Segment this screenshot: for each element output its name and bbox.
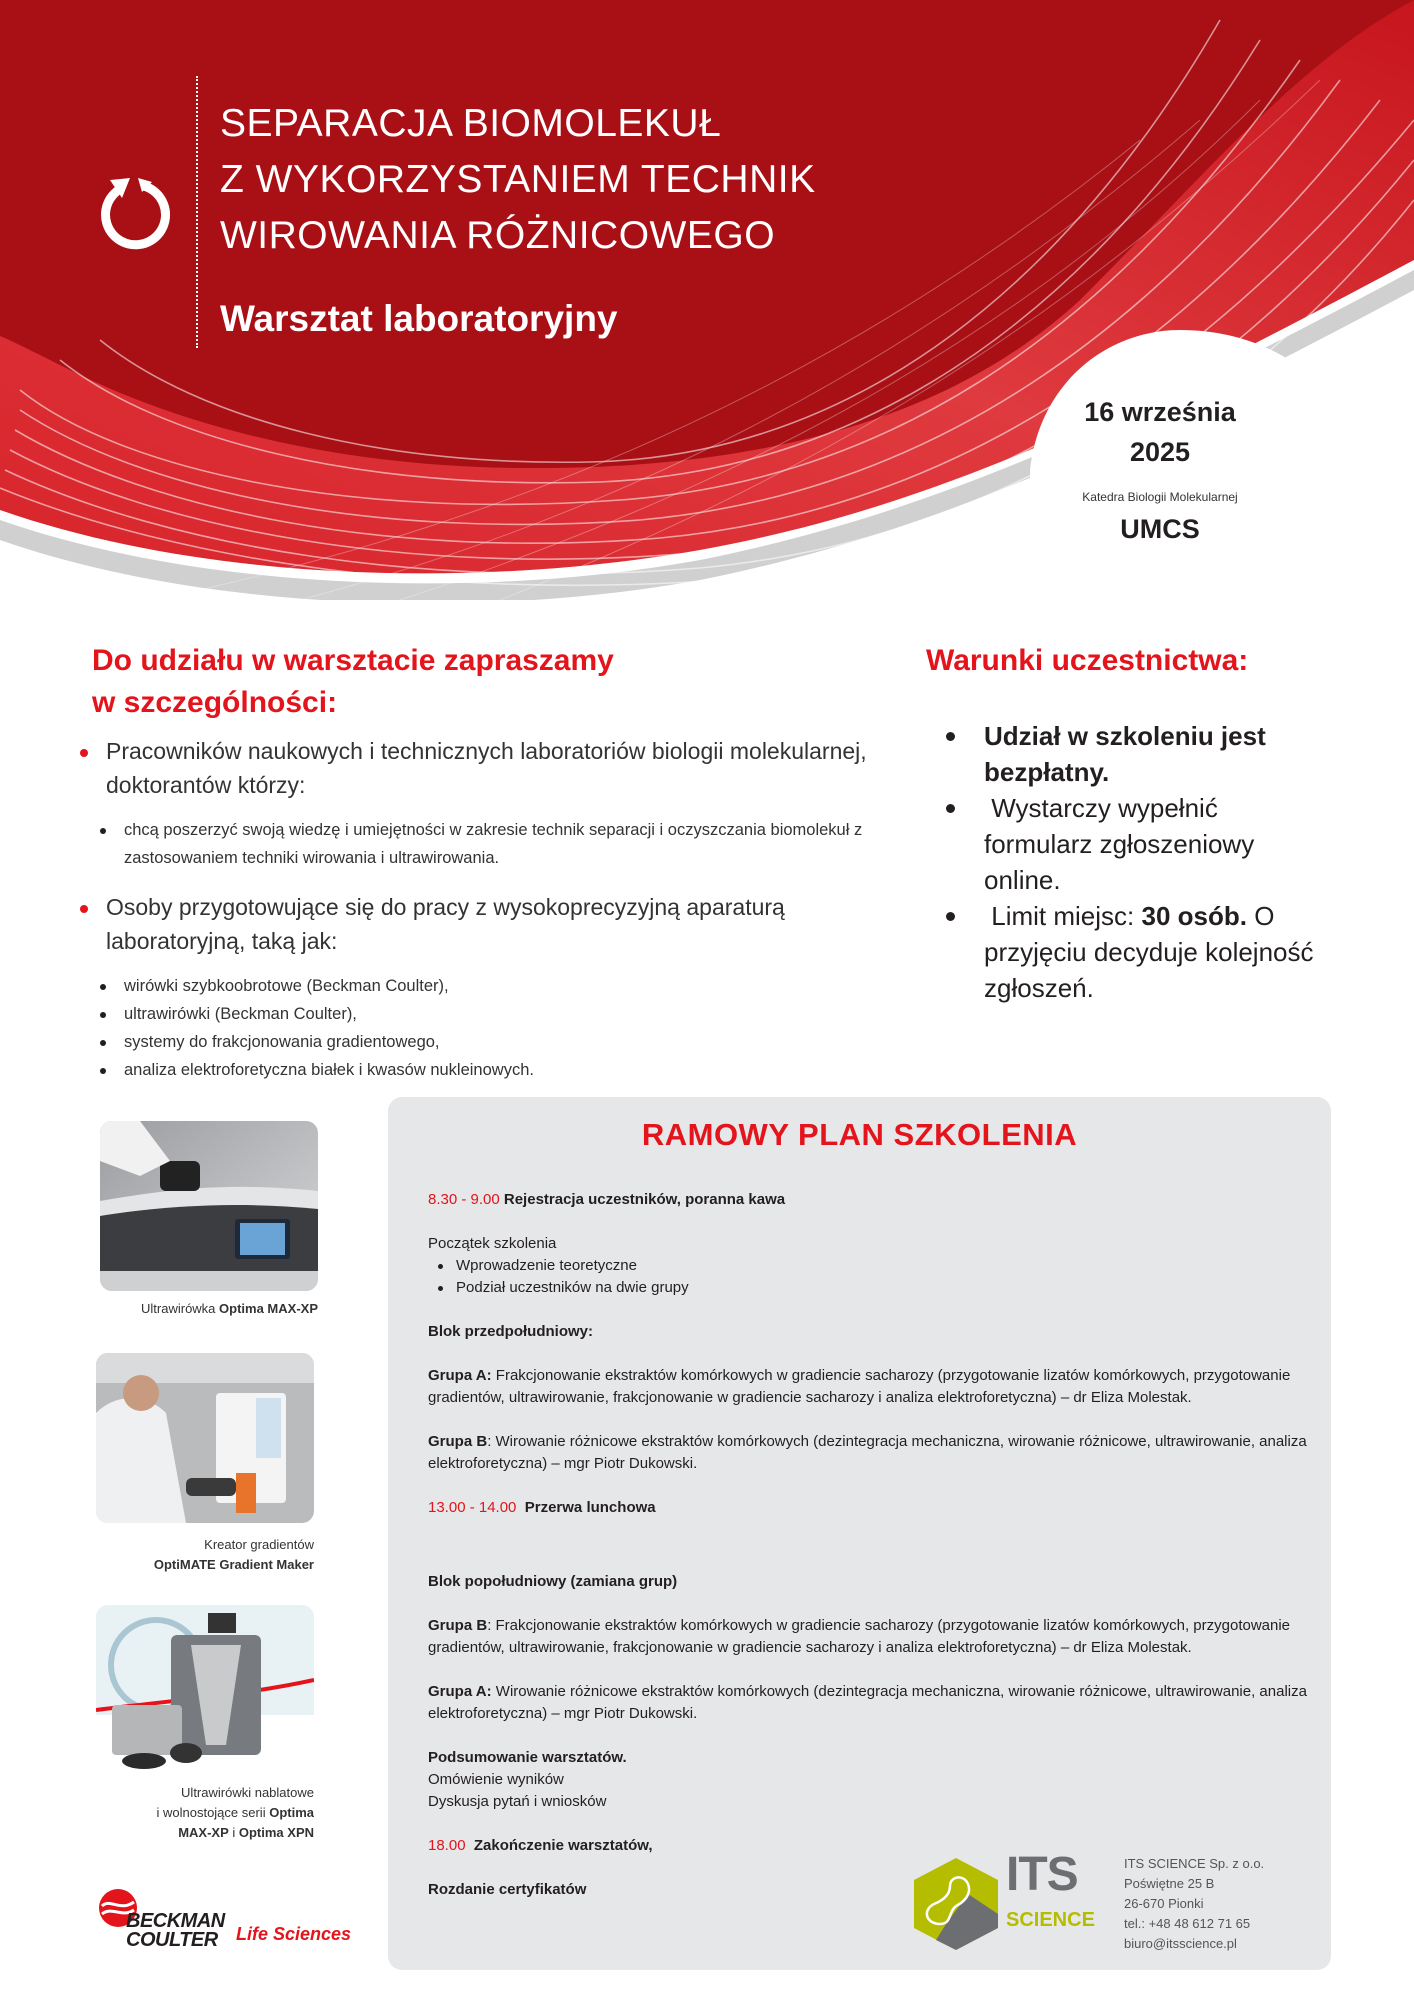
group-entry bbox=[428, 1681, 1308, 1725]
conditions-heading: Warunki uczestnictwa: bbox=[926, 644, 1249, 677]
invite-subitem bbox=[80, 1056, 880, 1084]
header-divider bbox=[196, 76, 198, 348]
invite-group-text: Osoby przygotowujące się do pracy z wysokoprecyzyjną aparaturą laboratoryjną, taką jak: bbox=[106, 894, 785, 954]
program-subitem bbox=[428, 1255, 1308, 1277]
address-line: 26-670 Pionki bbox=[1124, 1896, 1204, 1911]
program-entry bbox=[428, 1189, 1308, 1211]
bullet-icon bbox=[80, 749, 88, 757]
group-label: Grupa B bbox=[428, 1433, 488, 1450]
page-title bbox=[220, 96, 816, 264]
invite-list bbox=[80, 734, 880, 1102]
bullet-icon bbox=[946, 732, 955, 741]
caption-text: i wolnostojące serii bbox=[156, 1805, 270, 1820]
caption-product-name: Optima bbox=[269, 1805, 314, 1820]
event-year: 2025 bbox=[1129, 437, 1191, 467]
group-text: Wirowanie różnicowe ekstraktów komórkowych (dezintegracja mechaniczna, wirowanie różnicowe, ultrawirowanie, analiza elektroforetyczna) – mgr Piotr Dukowski. bbox=[428, 1683, 1307, 1722]
product-caption bbox=[60, 1535, 314, 1575]
summary-item: Dyskusja pytań i wniosków bbox=[428, 1793, 607, 1810]
program-entry bbox=[428, 1497, 1308, 1519]
entry-text: Rejestracja uczestników, poranna kawa bbox=[499, 1191, 786, 1208]
program-entry: Początek szkolenia bbox=[428, 1235, 557, 1252]
bullet-icon bbox=[438, 1286, 443, 1291]
condition-highlight: 30 osób. bbox=[1141, 901, 1247, 931]
address-line: Poświętne 25 B bbox=[1124, 1876, 1215, 1891]
bullet-icon bbox=[438, 1264, 443, 1269]
invite-subitem bbox=[80, 1028, 880, 1056]
program-title: RAMOWY PLAN SZKOLENIA bbox=[641, 1117, 1078, 1152]
invite-group-text: Pracowników naukowych i technicznych laboratoriów biologii molekularnej, doktorantów którzy: bbox=[106, 738, 867, 798]
program-content bbox=[428, 1189, 1308, 1901]
bullet-icon bbox=[80, 905, 88, 913]
time-label: 8.30 - 9.00 bbox=[428, 1191, 500, 1208]
bullet-icon bbox=[100, 828, 106, 834]
product-image-optima-xpn bbox=[96, 1605, 314, 1775]
phone: tel.: +48 48 612 71 65 bbox=[1124, 1916, 1251, 1931]
department: Katedra Biologii Molekularnej bbox=[1082, 490, 1238, 504]
program-subitem bbox=[428, 1277, 1308, 1299]
caption-product-name: MAX-XP bbox=[178, 1825, 229, 1840]
invite-subitem-text: ultrawirówki (Beckman Coulter), bbox=[124, 1005, 357, 1023]
group-label: Grupa A: bbox=[428, 1367, 492, 1384]
event-date: 16 września bbox=[1084, 397, 1236, 427]
condition-item bbox=[946, 790, 1316, 898]
company-name: ITS SCIENCE Sp. z o.o. bbox=[1124, 1856, 1265, 1871]
beckman-tagline: Life Sciences bbox=[236, 1924, 352, 1944]
its-wordmark-science: SCIENCE bbox=[1006, 1909, 1095, 1931]
invite-subitem bbox=[80, 972, 880, 1000]
institution: UMCS bbox=[1120, 514, 1200, 544]
block-title: Blok popołudniowy (zamiana grup) bbox=[428, 1573, 678, 1590]
its-contact-block bbox=[1124, 1854, 1264, 1954]
invite-sublist bbox=[80, 816, 880, 872]
invite-subitem bbox=[80, 816, 880, 872]
invite-heading-line: Do udziału w warsztacie zapraszamy bbox=[92, 644, 614, 677]
condition-text: Wystarczy wypełnić formularz zgłoszeniowy online. bbox=[984, 793, 1262, 895]
entry-text: Przerwa lunchowa bbox=[516, 1499, 656, 1516]
entry-text: Zakończenie warsztatów, bbox=[465, 1837, 653, 1854]
invite-subitem-text: systemy do frakcjonowania gradientowego, bbox=[124, 1033, 440, 1051]
group-entry bbox=[428, 1615, 1308, 1659]
program-entry: Rozdanie certyfikatów bbox=[428, 1881, 587, 1898]
bullet-icon bbox=[100, 1068, 106, 1074]
brand-line: COULTER bbox=[126, 1929, 218, 1951]
conditions-list bbox=[946, 718, 1316, 1006]
bullet-icon bbox=[100, 984, 106, 990]
summary-item: Omówienie wyników bbox=[428, 1771, 564, 1788]
product-image-optimate-gradient-maker bbox=[96, 1353, 314, 1523]
invite-subitem-text: analiza elektroforetyczna białek i kwasów nukleinowych. bbox=[124, 1061, 534, 1079]
email-link[interactable]: biuro@itsscience.pl bbox=[1124, 1936, 1237, 1951]
caption-product-name: Optima MAX-XP bbox=[219, 1301, 318, 1316]
condition-item bbox=[946, 718, 1316, 790]
caption-text: Ultrawirówka bbox=[141, 1301, 220, 1316]
event-date-box bbox=[1030, 392, 1290, 545]
bullet-icon bbox=[100, 1012, 106, 1018]
its-wordmark: ITS bbox=[1006, 1848, 1078, 1901]
time-label: 18.00 bbox=[428, 1837, 466, 1854]
brand-line: BECKMAN bbox=[126, 1910, 225, 1932]
condition-text: O przyjęciu decyduje kolejność zgłoszeń. bbox=[984, 901, 1314, 1003]
caption-text: Kreator gradientów bbox=[204, 1537, 314, 1552]
block-title: Podsumowanie warsztatów. bbox=[428, 1749, 627, 1766]
group-text: : Wirowanie różnicowe ekstraktów komórkowych (dezintegracja mechaniczna, wirowanie różnicowe, ultrawirowanie, analiza elektroforetyczna) – mgr Piotr Dukowski. bbox=[428, 1433, 1307, 1472]
group-label: Grupa A: bbox=[428, 1683, 492, 1700]
product-caption bbox=[80, 1299, 318, 1319]
caption-product-name: Optima XPN bbox=[238, 1825, 314, 1840]
condition-text: Udział w szkoleniu jest bezpłatny. bbox=[984, 721, 1266, 787]
time-label: 13.00 - 14.00 bbox=[428, 1499, 517, 1516]
product-image-optima-max-xp bbox=[100, 1121, 318, 1291]
its-science-logo-icon bbox=[906, 1854, 1006, 1954]
invite-subitem-text: wirówki szybkoobrotowe (Beckman Coulter), bbox=[124, 977, 449, 995]
group-entry bbox=[428, 1365, 1308, 1409]
caption-product-name: OptiMATE Gradient Maker bbox=[153, 1557, 314, 1572]
invite-heading-line: w szczególności: bbox=[92, 686, 338, 719]
invite-heading bbox=[92, 640, 614, 724]
title-line: Z WYKORZYSTANIEM TECHNIK bbox=[220, 158, 816, 201]
page-subtitle: Warsztat laboratoryjny bbox=[220, 298, 618, 339]
invite-sublist bbox=[80, 972, 880, 1084]
bullet-icon bbox=[100, 1040, 106, 1046]
bullet-icon bbox=[946, 912, 955, 921]
condition-text: Limit miejsc: bbox=[984, 901, 1142, 931]
group-text: Frakcjonowanie ekstraktów komórkowych w gradiencie sacharozy (przygotowanie lizatów komórkowych, przygotowanie gradientów, ultrawirowanie, frakcjonowanie w gradiencie sacharozy i analiza elektroforetyczna) – dr Eliza Molestak. bbox=[428, 1367, 1291, 1406]
program-panel bbox=[388, 1097, 1331, 1970]
group-text: : Frakcjonowanie ekstraktów komórkowych w gradiencie sacharozy (przygotowanie lizatów komórkowych, przygotowanie gradientów, ultrawirowanie, frakcjonowanie w gradiencie sacharozy i analiza elektroforetyczna) – dr Eliza Molestak. bbox=[428, 1617, 1291, 1656]
condition-item bbox=[946, 898, 1316, 1006]
subitem-text: Podział uczestników na dwie grupy bbox=[456, 1279, 689, 1296]
subitem-text: Wprowadzenie teoretyczne bbox=[456, 1257, 637, 1274]
title-line: WIROWANIA RÓŻNICOWEGO bbox=[220, 214, 776, 257]
group-entry bbox=[428, 1431, 1308, 1475]
bullet-icon bbox=[946, 804, 955, 813]
caption-text: i bbox=[228, 1825, 239, 1840]
group-label: Grupa B bbox=[428, 1617, 488, 1634]
invite-subitem-text: chcą poszerzyć swoją wiedzę i umiejętności w zakresie technik separacji i oczyszczania biomolekuł z zastosowaniem techniki wirowania i ultrawirowania. bbox=[124, 821, 863, 867]
cycle-arrow-icon bbox=[92, 174, 176, 258]
program-sublist bbox=[428, 1255, 1308, 1299]
product-caption bbox=[60, 1783, 314, 1843]
caption-text: Ultrawirówki nablatowe bbox=[181, 1785, 314, 1800]
beckman-coulter-wordmark bbox=[126, 1912, 225, 1950]
block-title: Blok przedpołudniowy: bbox=[428, 1323, 593, 1340]
invite-subitem bbox=[80, 1000, 880, 1028]
title-line: SEPARACJA BIOMOLEKUŁ bbox=[220, 102, 722, 145]
invite-group bbox=[80, 734, 880, 802]
invite-group bbox=[80, 890, 880, 958]
